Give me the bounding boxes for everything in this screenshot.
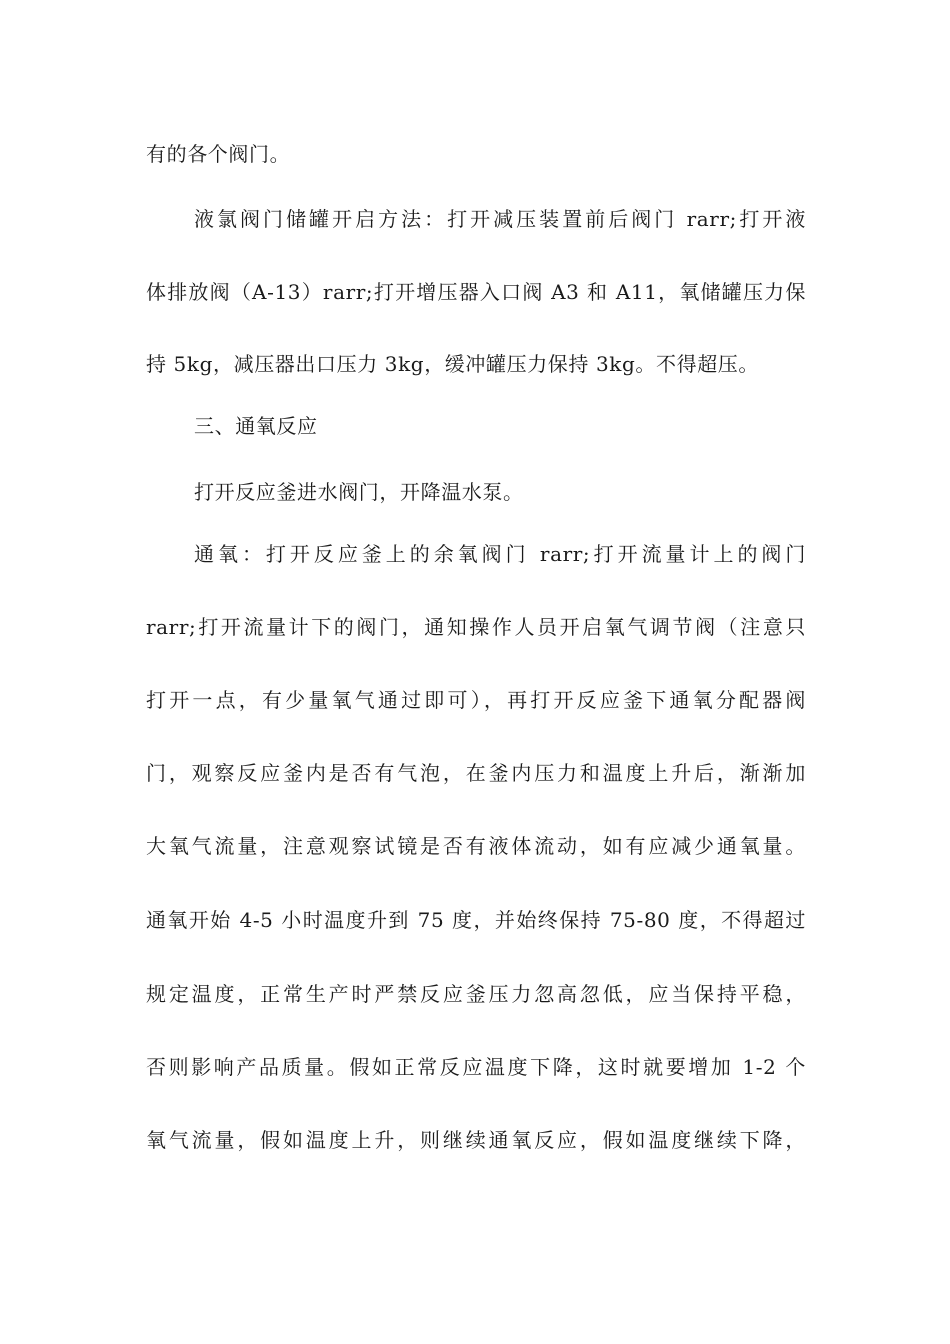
text-line-4: 持 5kg，减压器出口压力 3kg，缓冲罐压力保持 3kg。不得超压。 [146,352,760,376]
text-line-3: 体排放阀（A-13）rarr;打开增压器入口阀 A3 和 A11，氧储罐压力保 [146,280,806,304]
text-line-14: 否则影响产品质量。假如正常反应温度下降，这时就要增加 1-2 个 [146,1055,806,1079]
text-line-12: 通氧开始 4-5 小时温度升到 75 度，并始终保持 75-80 度，不得超过 [146,908,806,932]
text-line-13: 规定温度，正常生产时严禁反应釜压力忽高忽低，应当保持平稳， [146,982,806,1006]
text-line-15: 氧气流量，假如温度上升，则继续通氧反应，假如温度继续下降， [146,1128,806,1152]
text-line-8: rarr;打开流量计下的阀门，通知操作人员开启氧气调节阀（注意只 [146,615,806,639]
text-line-10: 门，观察反应釜内是否有气泡，在釜内压力和温度上升后，渐渐加 [146,761,806,785]
text-line-9: 打开一点，有少量氧气通过即可），再打开反应釜下通氧分配器阀 [146,688,806,712]
text-line-11: 大氧气流量，注意观察试镜是否有液体流动，如有应减少通氧量。 [146,834,806,858]
paragraph-line-liquid-valve: 液氯阀门储罐开启方法：打开减压装置前后阀门 rarr;打开液 [194,207,806,231]
paragraph-line-reactor: 打开反应釜进水阀门，开降温水泵。 [194,480,524,504]
section-heading: 三、通氧反应 [194,414,318,438]
text-line-1: 有的各个阀门。 [146,142,291,166]
paragraph-line-oxygen: 通氧：打开反应釜上的余氧阀门 rarr;打开流量计上的阀门 [194,542,806,566]
